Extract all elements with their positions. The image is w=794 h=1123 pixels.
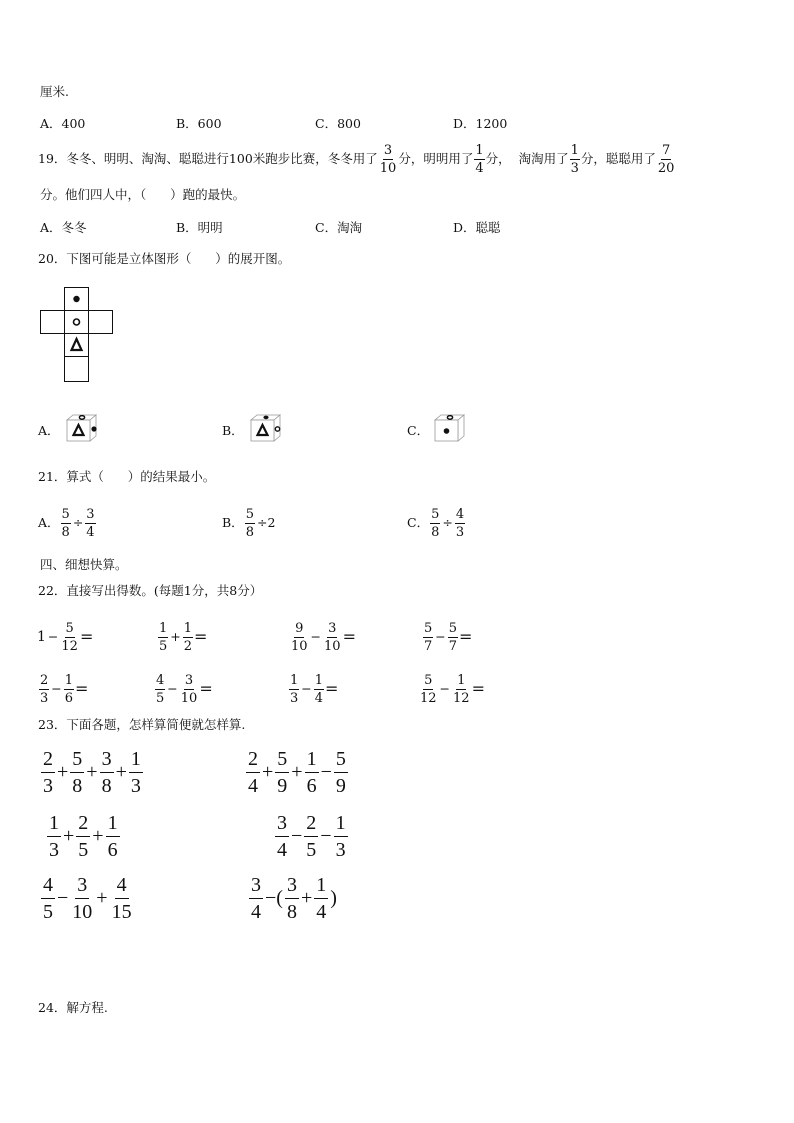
q21-option-a (38, 503, 97, 543)
minus-sign: − (47, 629, 59, 644)
minus-sign: − (435, 629, 446, 644)
q19-text3: 分， 淘淘用了 (485, 151, 569, 166)
unit-text: 厘米. (40, 84, 69, 99)
divide-sign: ÷ (442, 515, 453, 530)
fraction: $\frac{4}{5}$ (43, 873, 53, 923)
fraction: $\frac{5}{8}$ (431, 506, 440, 540)
dot-icon (444, 428, 450, 434)
plus-sign: + (170, 629, 181, 644)
cube-net-figure (40, 287, 113, 383)
q18-option-b: B．600 (176, 116, 222, 131)
q19-line2: 分。他们四人中，（ ）跑的最快。 (40, 187, 246, 202)
fraction: $\frac{3}{10}$ (180, 672, 198, 706)
net-face-dot (64, 287, 89, 311)
fraction: $\frac{5}{7}$ (424, 620, 433, 654)
q19-number: 19． (38, 151, 67, 166)
divide-sign: ÷ (72, 515, 84, 530)
plus-sign: + (262, 760, 274, 783)
dot-icon (263, 416, 268, 420)
q22-item-7 (288, 669, 338, 709)
whole-number: 1 (37, 629, 46, 645)
q23-expr-5 (40, 873, 135, 923)
plus-sign: + (300, 886, 313, 909)
fraction: $\frac{4}{5}$ (156, 672, 165, 706)
plus-sign: + (96, 886, 108, 909)
q21-option-b-label: B． (222, 515, 244, 530)
fraction: $\frac{3}{4}$ (251, 873, 261, 923)
q21-option-c-label: C． (407, 515, 430, 530)
q23-expr-6 (248, 873, 338, 923)
fraction: $\frac{2}{4}$ (248, 747, 258, 797)
fraction: $\frac{1}{4}$ (316, 873, 327, 923)
plus-sign: + (115, 760, 127, 783)
q19-fraction-2: $\frac{1}{4}$ (475, 142, 484, 176)
q19-fraction-1: $\frac{3}{10}$ (379, 142, 397, 176)
fraction: $\frac{3}{8}$ (286, 873, 297, 923)
plus-sign: + (86, 760, 98, 783)
q22-item-4 (422, 617, 472, 657)
fraction: $\frac{2}{3}$ (40, 672, 49, 706)
plus-sign: + (92, 824, 104, 847)
fraction: $\frac{3}{10}$ (324, 620, 341, 654)
minus-sign: − (320, 824, 332, 847)
minus-open-paren: −( (265, 886, 283, 909)
q20-question: 20．下图可能是立体图形（ ）的展开图。 (38, 251, 291, 266)
q22-item-1 (36, 617, 93, 657)
q23-expr-4 (274, 811, 349, 861)
fraction: $\frac{4}{3}$ (455, 506, 465, 540)
q19-option-d: D．聪聪 (453, 220, 501, 235)
q22-item-6 (154, 669, 213, 709)
equals-sign: = (194, 627, 208, 646)
fraction: $\frac{5}{9}$ (335, 747, 346, 797)
fraction: $\frac{1}{5}$ (159, 620, 168, 654)
fraction: $\frac{2}{5}$ (78, 811, 89, 861)
cube-option-b (248, 414, 284, 442)
q20-option-c-label: C． (407, 423, 430, 438)
fraction: $\frac{3}{10}$ (72, 873, 93, 923)
q21-question: 21．算式（ ）的结果最小。 (38, 469, 216, 484)
q19-option-b: B．明明 (176, 220, 223, 235)
q19-text1: 冬冬、明明、淘淘、聪聪进行100米跑步比赛，冬冬用了 (66, 151, 378, 166)
minus-sign: − (57, 886, 69, 909)
fraction: $\frac{5}{12}$ (61, 620, 78, 654)
fraction: $\frac{2}{3}$ (43, 747, 53, 797)
minus-sign: − (167, 681, 178, 696)
equals-sign: = (325, 679, 339, 698)
net-face-left (40, 310, 65, 334)
equals-sign: = (199, 679, 213, 698)
plus-sign: + (57, 760, 69, 783)
q22-item-5 (38, 669, 88, 709)
q20-option-b-label: B． (222, 423, 244, 438)
q19-fraction-4: $\frac{7}{20}$ (657, 142, 675, 176)
net-face-triangle (64, 333, 89, 357)
q19-option-a: A．冬冬 (40, 220, 87, 235)
q19-question (38, 140, 676, 178)
fraction: $\frac{1}{3}$ (335, 811, 346, 861)
fraction: $\frac{1}{12}$ (453, 672, 470, 706)
section-heading: 四、细想快算。 (40, 557, 128, 572)
q18-option-d: D．1200 (453, 116, 508, 131)
fraction: $\frac{5}{7}$ (448, 620, 458, 654)
q21-option-c (407, 503, 466, 543)
q23-expr-3 (46, 811, 121, 861)
q23-question: 23．下面各题，怎样算简便就怎样算. (38, 717, 246, 732)
fraction: $\frac{3}{4}$ (86, 506, 95, 540)
q23-expr-1 (40, 747, 144, 797)
q18-option-c: C．800 (315, 116, 361, 131)
fraction: $\frac{1}{6}$ (306, 747, 317, 797)
minus-sign: − (51, 681, 62, 696)
minus-sign: − (291, 824, 303, 847)
fraction: $\frac{5}{8}$ (61, 506, 70, 540)
equals-sign: = (471, 679, 485, 698)
fraction: $\frac{3}{8}$ (101, 747, 112, 797)
fraction: $\frac{5}{8}$ (72, 747, 83, 797)
minus-sign: − (320, 760, 332, 783)
q21-option-b (222, 503, 276, 543)
fraction: $\frac{1}{4}$ (314, 672, 324, 706)
minus-sign: − (439, 681, 451, 696)
cube-option-a (64, 414, 100, 442)
cube-option-c (432, 414, 468, 442)
dot-icon (91, 426, 96, 431)
divide-two: ÷2 (256, 515, 276, 530)
equals-sign: = (459, 627, 473, 646)
net-face-bottom (64, 356, 89, 382)
fraction: $\frac{1}{3}$ (49, 811, 59, 861)
q19-option-c: C．淘淘 (315, 220, 363, 235)
q20-option-a-label: A． (38, 423, 60, 438)
equals-sign: = (79, 627, 94, 646)
plus-sign: + (291, 760, 303, 783)
net-face-ring (64, 310, 89, 334)
q22-item-3 (289, 617, 356, 657)
q24-question: 24．解方程. (38, 1000, 108, 1015)
fraction: $\frac{1}{6}$ (64, 672, 74, 706)
close-paren: ) (330, 886, 337, 909)
q19-text2: 分，明明用了 (398, 151, 474, 166)
fraction: $\frac{2}{5}$ (306, 811, 317, 861)
fraction: $\frac{1}{3}$ (290, 672, 299, 706)
minus-sign: − (310, 629, 322, 644)
q18-option-a: A．400 (40, 116, 86, 131)
equals-sign: = (342, 627, 356, 646)
q22-question: 22．直接写出得数。(每题1分，共8分） (38, 583, 263, 598)
q22-item-2 (157, 617, 207, 657)
plus-sign: + (63, 824, 75, 847)
fraction: $\frac{4}{15}$ (111, 873, 132, 923)
q19-fraction-3: $\frac{1}{3}$ (570, 142, 579, 176)
triangle-icon (65, 334, 88, 356)
fraction: $\frac{1}{6}$ (107, 811, 118, 861)
net-face-right (88, 310, 113, 334)
fraction: $\frac{1}{3}$ (130, 747, 141, 797)
fraction: $\frac{5}{12}$ (420, 672, 437, 706)
fraction: $\frac{5}{8}$ (245, 506, 254, 540)
minus-sign: − (301, 681, 312, 696)
q23-expr-2 (245, 747, 349, 797)
fraction: $\frac{9}{10}$ (291, 620, 308, 654)
dot-icon (65, 288, 88, 310)
equals-sign: = (75, 679, 89, 698)
fraction: $\frac{3}{4}$ (277, 811, 287, 861)
q19-text4: 分，聪聪用了 (580, 151, 656, 166)
fraction: $\frac{5}{9}$ (277, 747, 288, 797)
fraction: $\frac{1}{2}$ (183, 620, 193, 654)
ring-icon (65, 311, 88, 333)
q22-item-8 (418, 669, 485, 709)
q21-option-a-label: A． (38, 515, 60, 530)
